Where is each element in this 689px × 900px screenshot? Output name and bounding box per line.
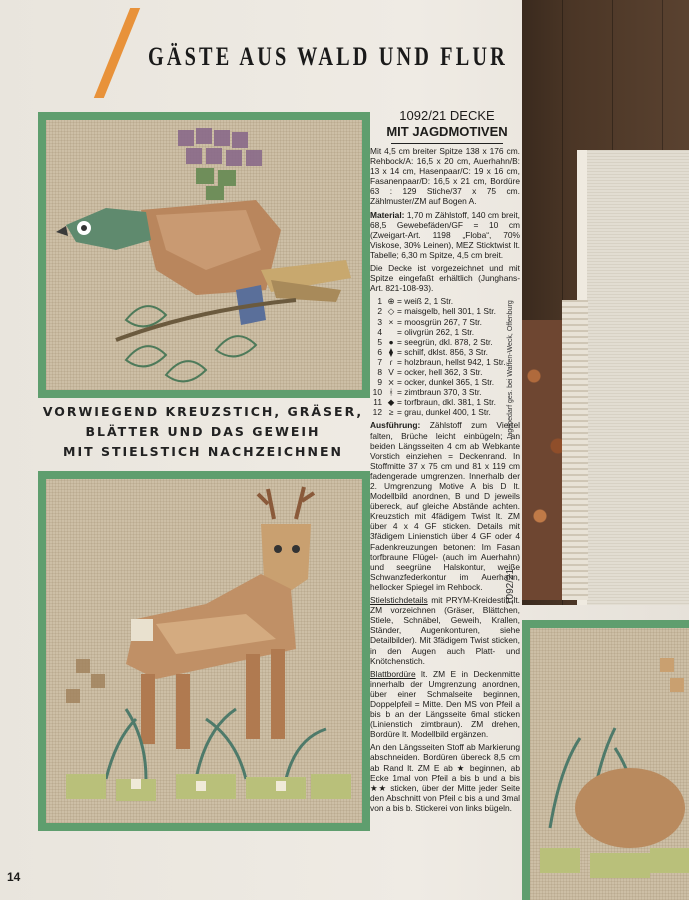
caption-line-3: MIT STIELSTICH NACHZEICHNEN — [63, 444, 343, 459]
tablecloth — [577, 150, 689, 605]
heading-underline — [391, 143, 503, 144]
prepared-paragraph: Die Decke ist vorgezeichnet und mit Spitze eingefaßt erhältlich (Junghans-Art. 821-108-93). — [370, 263, 520, 294]
material-paragraph — [370, 210, 520, 260]
pheasant-embroidery-image — [46, 120, 362, 390]
roebuck-illustration — [46, 479, 362, 823]
legend-row: 6 ⧫ = schilf, dklst. 856, 3 Str. — [377, 346, 489, 357]
legend-row: 7 ɾ = holzbraun, hellst 942, 1 Str. — [377, 356, 506, 367]
hare-illustration — [530, 628, 689, 900]
thread-legend — [370, 296, 520, 417]
page-number: 14 — [7, 870, 21, 884]
legend-row: 8 V = ocker, hell 362, 3 Str. — [377, 366, 483, 377]
article-subtitle: MIT JAGDMOTIVEN — [386, 124, 508, 139]
roebuck-embroidery-photo — [38, 471, 370, 831]
legend-row: 5 ● = seegrün, dkl. 878, 2 Str. — [377, 336, 493, 347]
legend-row: 2 ◇ = maisgelb, hell 301, 1 Str. — [377, 306, 496, 317]
ausfuehrung-paragraph: Ausführung: Zählstoff zum Viertel falten, Brüche leicht einbügeln; an beiden Längsseiten 4 cm ab Webkante Vorstich einziehen = Deckenrand. In Stoffmitte 37 x 75 cm und 81 x 119 cm fadengerade umgrenzen. Innerhalb der 2. Umgrenzung Motive A bis D lt. Modellbild anordnen, B und D jeweils übereck, auf gleiche Abstände achten. Kreuzstich mit 4fädigem Twist lt. ZM über 4 x 4 GF sticken. Details mit 3fädigem Linienstich über 4 GF oder 4 Fadenkreuzungen betonen: Im Fasan torfbraune Flügel- (auch im Auerhahn) und seegrüne Halskontur, weiße Schwanzfederkontur im Auerhahn, hellocker Spiegel im Rehbock. — [370, 420, 521, 592]
caption-line-1: VORWIEGEND KREUZSTICH, GRÄSER, — [42, 404, 364, 419]
lace-edge — [562, 300, 588, 600]
article-body — [370, 146, 520, 816]
caption-line-2: BLÄTTER UND DAS GEWEIH — [85, 424, 321, 439]
photo-credit: Jagdbedarf ges. bei Waffen-Weck, Offenburg — [507, 300, 514, 440]
pheasant-embroidery-photo — [38, 112, 370, 398]
legend-row: 3 × = moosgrün 267, 7 Str. — [377, 316, 482, 327]
article-code: 1092/21 DECKE — [399, 108, 495, 123]
final-paragraph: An den Längsseiten Stoff ab Markierung abschneiden. Bordüren übereck 8,5 cm ab Rand lt. ZM E ab ★ beginnen, ab Ecke 1mal von Pfeil a bis b und a bis ★★ sticken, über der Mitte jeder Seite den Abschnitt von Pfeil c bis a und 3mal von a bis b. Stickerei von links bügeln. — [370, 742, 520, 813]
roebuck-embroidery-image — [46, 479, 362, 823]
hare-embroidery-photo — [522, 620, 689, 900]
legend-row: 10 ᚼ = zimtbraun 370, 3 Str. — [372, 387, 482, 398]
article-heading — [372, 108, 522, 144]
pheasant-illustration — [46, 120, 362, 390]
page-title: GÄSTE AUS WALD UND FLUR — [148, 42, 508, 71]
legend-row: 1 ⊕ = weiß 2, 1 Str. — [377, 296, 454, 307]
blattbordure-paragraph: Blattbordüre lt. ZM E in Deckenmitte innerhalb der Umgrenzung anordnen, über einer Schmalseite beginnen, Doppelpfeil = Mitte. Den MS von Pfeil a bis b an der Längsseite 6mal sticken (Linienstich zimtbraun). ZM drehen, Bordüre lt. Modellbild ergänzen. — [370, 668, 520, 740]
legend-row: 4 = olivgrün 262, 1 Str. — [377, 326, 475, 337]
legend-row: 9 ⨯ = ocker, dunkel 365, 1 Str. — [377, 377, 495, 388]
article-intro: Mit 4,5 cm breiter Spitze 138 x 176 cm. Rehbock/A: 16,5 x 20 cm, Auerhahn/B: 13 x 14 cm, Hasenpaar/C: 19 x 16 cm, Fasanenpaar/D: 16,5 x 21 cm, Bordüre 63 : 129 Stiche/37 x 75 cm. Zählmuster/ZM auf Bogen A. — [370, 146, 520, 207]
tablecloth-photo — [522, 0, 689, 605]
legend-row: 11 ◆ = torfbraun, dkl. 381, 1 Str. — [373, 397, 496, 408]
stielstich-paragraph: Stielstichdetails mit PRYM-Kreidestift lt. ZM vorzeichnen (Gräser, Blättchen, Stiele, Schnäbel, Geweih, Krallen, Ständer, Augenkonturen, siehe Detailbilder). Mit 3fädigem Twist sticken, in den Augen auch Platt- und Knötchenstich. — [370, 595, 521, 666]
legend-row: 12 ≥ = grau, dunkel 400, 1 Str. — [372, 407, 491, 418]
hare-embroidery-image — [530, 628, 689, 900]
material-label: Material: — [370, 209, 405, 220]
embroidery-caption — [18, 402, 388, 462]
photo-code-label: 1092/21 — [505, 568, 516, 605]
material-text: 1,70 m Zählstoff, 140 cm breit, 68,5 Gewebefäden/GF = 10 cm (Zweigart-Art. 1198 „Floba“, 70% Viskose, 30% Leinen), MEZ Sticktwist lt. Tabelle; 6,30 m Spitze, 4,5 cm breit. — [370, 209, 520, 260]
